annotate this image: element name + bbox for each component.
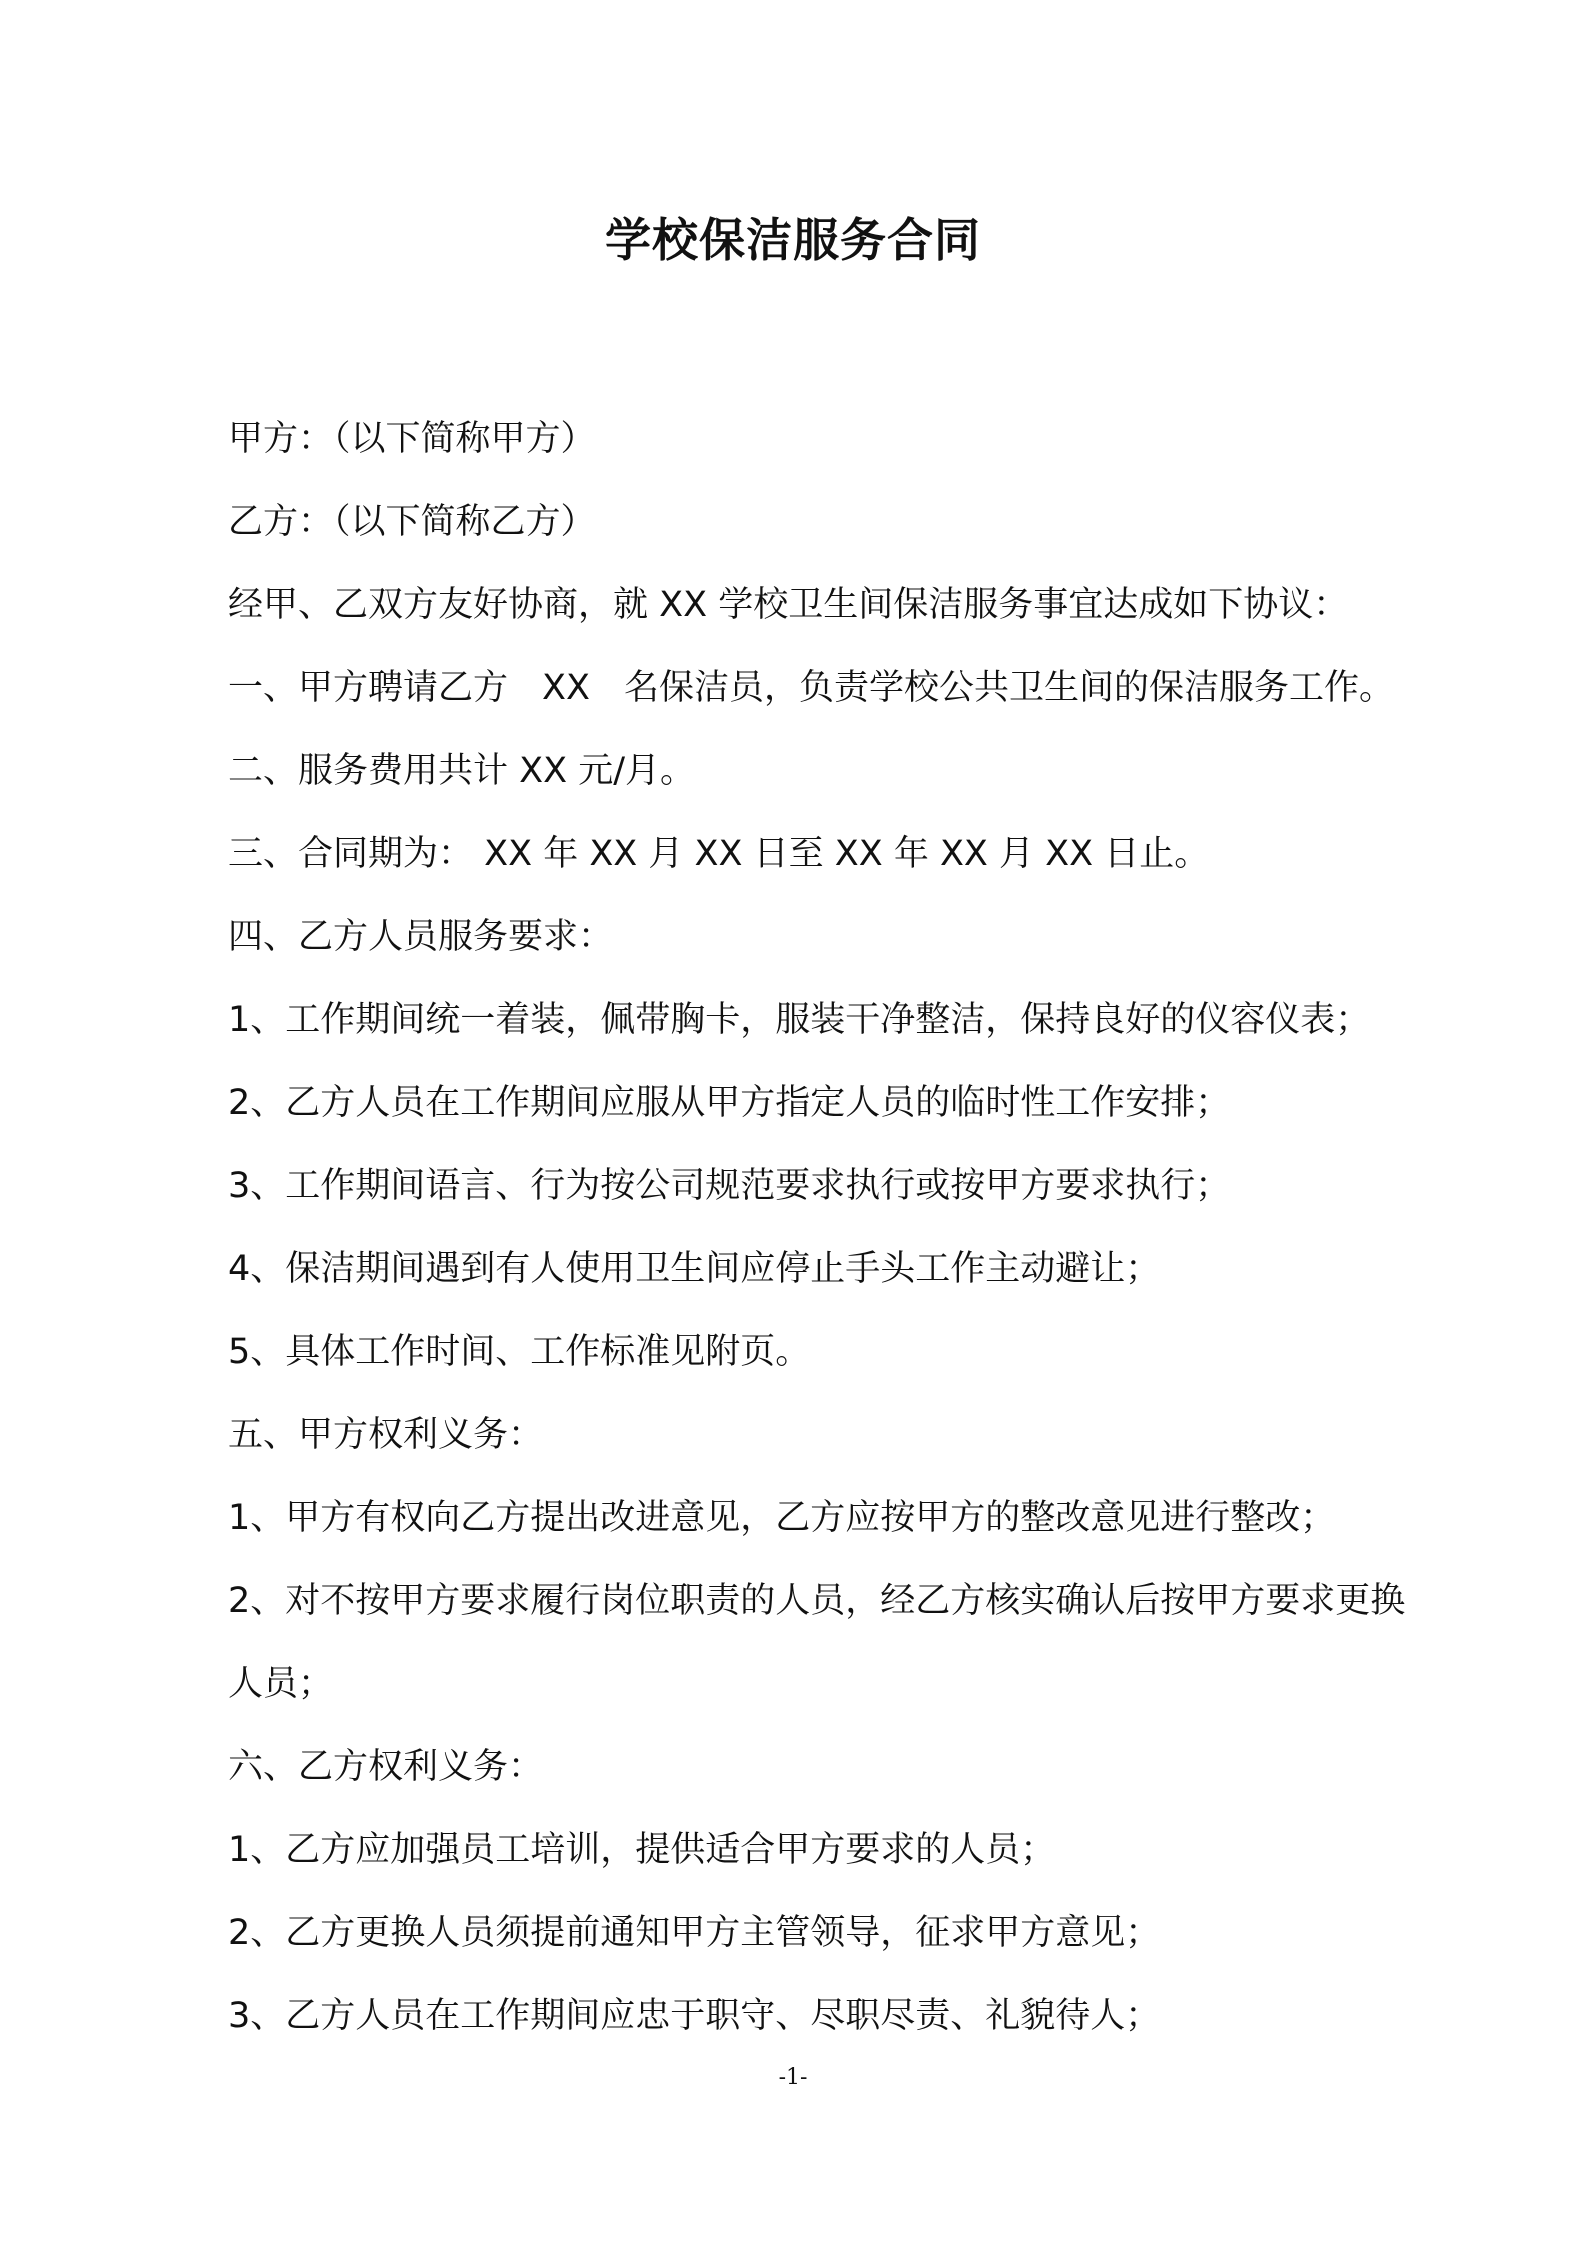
page-number: -1- (778, 2065, 808, 2090)
clause-1-suffix: 名保洁员，负责学校公共卫生间的保洁服务工作。 (623, 668, 1394, 708)
section-5-heading: 五、甲方权利义务： (228, 1415, 544, 1455)
section-6-item: 2、乙方更换人员须提前通知甲方主管领导，征求甲方意见； (228, 1913, 1161, 1953)
section-5-item: 1、甲方有权向乙方提出改进意见，乙方应按甲方的整改意见进行整改； (228, 1498, 1336, 1538)
section-4-item: 3、工作期间语言、行为按公司规范要求执行或按甲方要求执行； (228, 1166, 1231, 1206)
clause-3: 三、合同期为： XX 年 XX 月 XX 日至 XX 年 XX 月 XX 日止。 (228, 834, 1210, 874)
party-b-line: 乙方：（以下简称乙方） (228, 502, 596, 542)
section-6-item: 3、乙方人员在工作期间应忠于职守、尽职尽责、礼貌待人； (228, 1996, 1161, 2036)
section-4-item: 5、具体工作时间、工作标准见附页。 (228, 1332, 811, 1372)
section-4-item: 1、工作期间统一着装，佩带胸卡，服装干净整洁，保持良好的仪容仪表； (228, 1000, 1371, 1040)
clause-2: 二、服务费用共计 XX 元/月。 (228, 751, 695, 791)
section-5-item: 2、对不按甲方要求履行岗位职责的人员，经乙方核实确认后按甲方要求更换人员； (228, 1581, 1406, 1704)
section-6-item: 1、乙方应加强员工培训，提供适合甲方要求的人员； (228, 1830, 1056, 1870)
clause-1 (228, 647, 1438, 730)
party-a-line: 甲方：（以下简称甲方） (228, 419, 596, 459)
section-4-item: 4、保洁期间遇到有人使用卫生间应停止手头工作主动避让； (228, 1249, 1161, 1289)
clause-1-prefix: 一、甲方聘请乙方 (228, 668, 509, 708)
section-4-heading: 四、乙方人员服务要求： (228, 917, 614, 957)
contract-title: 学校保洁服务合同 (605, 213, 981, 267)
contract-body (228, 398, 1438, 2058)
clause-1-value: XX (542, 668, 590, 708)
section-6-heading: 六、乙方权利义务： (228, 1747, 544, 1787)
intro-paragraph: 经甲、乙双方友好协商，就 XX 学校卫生间保洁服务事宜达成如下协议： (228, 585, 1349, 625)
section-4-item: 2、乙方人员在工作期间应服从甲方指定人员的临时性工作安排； (228, 1083, 1231, 1123)
